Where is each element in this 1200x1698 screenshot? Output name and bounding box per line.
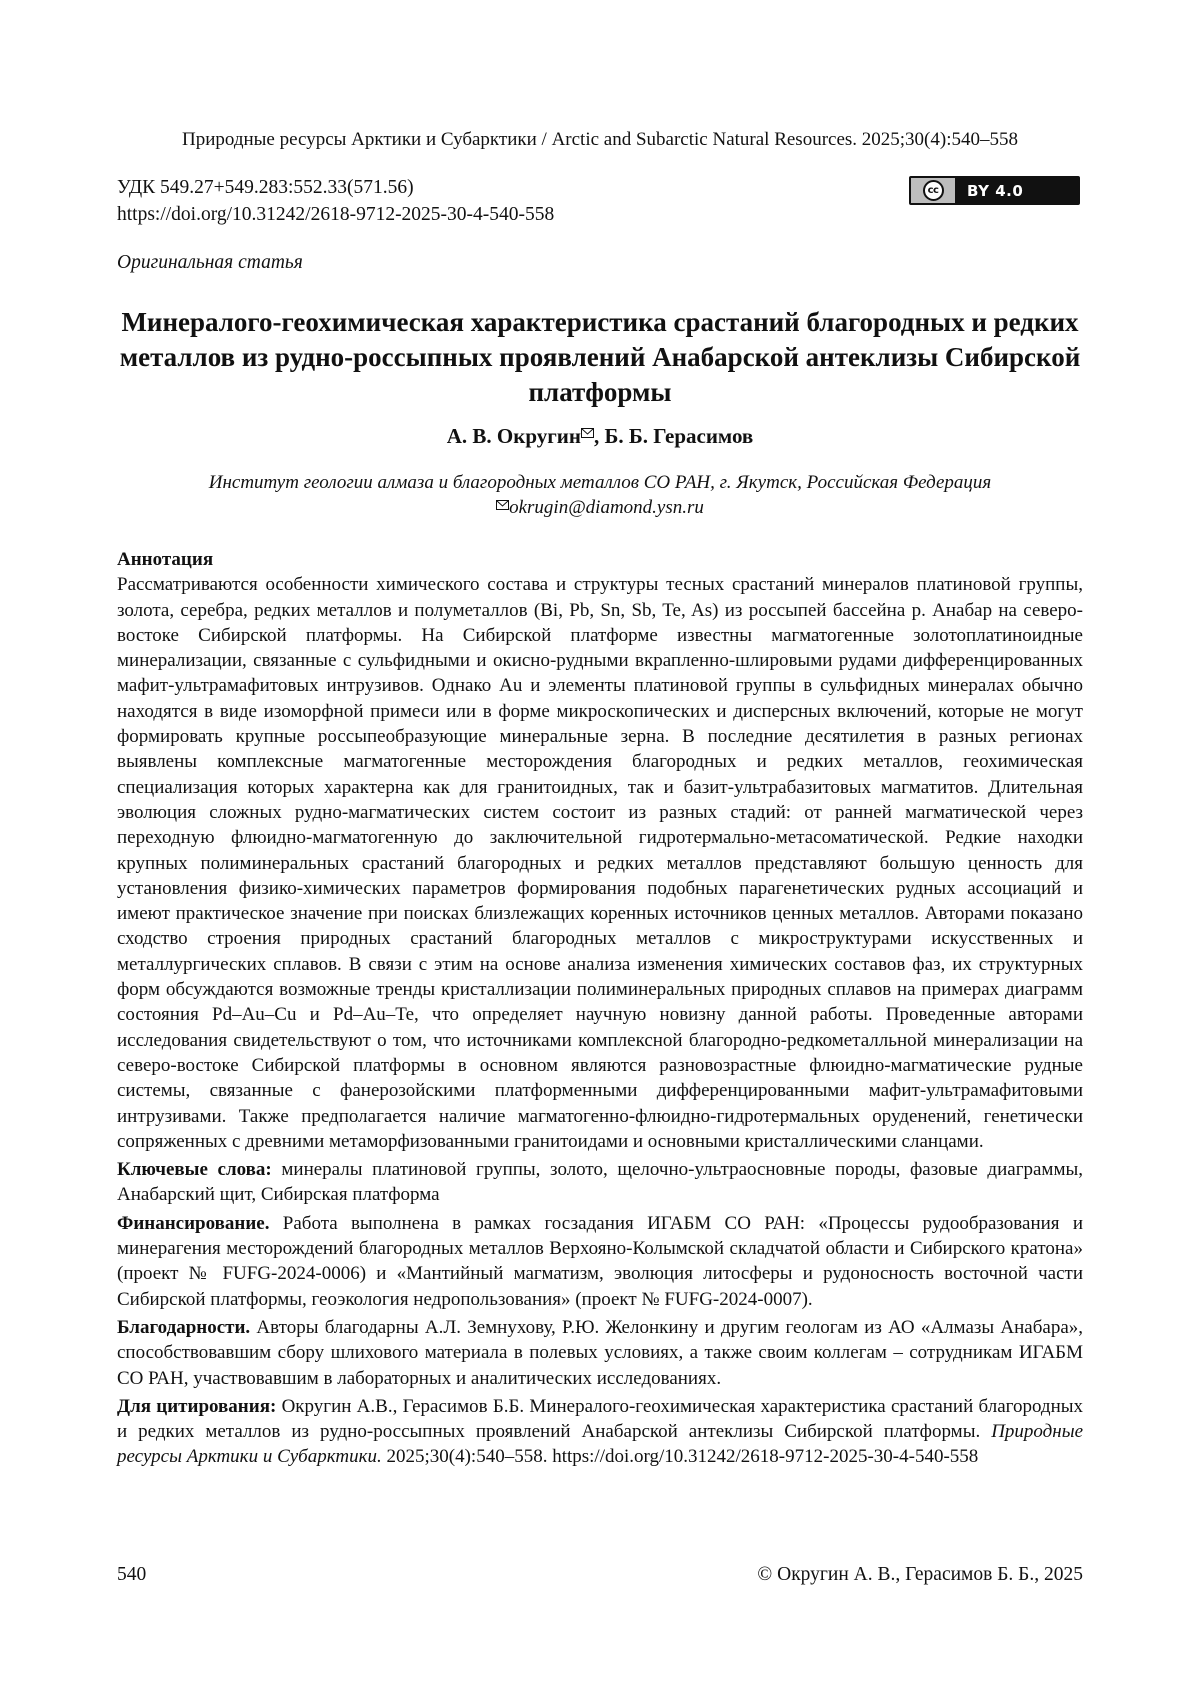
- citation-text: Округин А.В., Герасимов Б.Б. Минералого-геохимическая характеристика срастаний благородных и редких металлов из рудно-россыпных проявлений Анабарской антеклизы Сибирской платформы.: [117, 1395, 1084, 1443]
- affiliation-block: [0, 470, 1200, 520]
- cc-license-badge[interactable]: [909, 176, 1080, 205]
- creative-commons-icon: cc: [923, 180, 944, 201]
- doi-link[interactable]: https://doi.org/10.31242/2618-9712-2025-30-4-540-558: [117, 204, 555, 225]
- citation-paragraph: [117, 1394, 1083, 1470]
- funding-text: Работа выполнена в рамках госзадания ИГАБМ СО РАН: «Процессы рудообразования и минерагения месторождений благородных металлов Верхояно-Колымской складчатой области и Сибирского кратона» (проект № FUFG-2024-0006) и «Мантийный магматизм, эволюция литосферы и рудоносность восточной части Сибирской платформы, геоэкология недропользования» (проект № FUFG-2024-0007).: [117, 1212, 1083, 1310]
- funding-paragraph: [117, 1211, 1083, 1312]
- article-front-matter: [117, 547, 1083, 1470]
- page-number: 540: [117, 1564, 147, 1585]
- citation-doi: 2025;30(4):540–558. https://doi.org/10.31242/2618-9712-2025-30-4-540-558: [386, 1446, 979, 1468]
- cc-logo-box: [911, 178, 957, 203]
- affiliation: Институт геологии алмаза и благородных металлов СО РАН, г. Якутск, Российская Федерация: [208, 472, 992, 493]
- funding-label: Финансирование.: [117, 1212, 270, 1234]
- author-gerasimov: , Б. Б. Герасимов: [593, 424, 754, 448]
- authors-line: [0, 424, 1200, 449]
- license-label: BY 4.0: [967, 181, 1024, 200]
- citation-journal: Природные ресурсы Арктики и Субарктики.: [117, 1421, 1083, 1468]
- citation-label: Для цитирования:: [117, 1395, 277, 1417]
- acknowledgments-label: Благодарности.: [117, 1316, 251, 1338]
- acknowledgments-text: Авторы благодарны А.Л. Земнухову, Р.Ю. Желонкину и другим геологам из АО «Алмазы Анабара», способствовавшим сбору шлихового материала в полевых условиях, а также своим коллегам – сотрудникам ИГАБМ СО РАН, участвовавшим в лабораторных и аналитических исследованиях.: [117, 1316, 1083, 1389]
- article-type: Оригинальная статья: [117, 252, 303, 273]
- abstract-heading: Аннотация: [117, 549, 214, 570]
- acknowledgments-paragraph: [117, 1315, 1083, 1391]
- email-line: [0, 495, 1200, 520]
- journal-header: Природные ресурсы Арктики и Субарктики / Arctic and Subarctic Natural Resources. 2025;30(4):540–558: [181, 129, 1018, 150]
- article-title: Минералого-геохимическая характеристика срастаний благородных и редких металлов из рудно-россыпных проявлений Анабарской антеклизы Сибирской платформы: [119, 307, 1081, 407]
- udc-code: УДК 549.27+549.283:552.33(571.56): [117, 177, 414, 198]
- author-okrugin: А. В. Округин: [446, 424, 581, 448]
- author-email[interactable]: okrugin@diamond.ysn.ru: [509, 497, 704, 518]
- envelope-icon: [496, 500, 509, 510]
- copyright: © Округин А. В., Герасимов Б. Б., 2025: [757, 1564, 1083, 1585]
- keywords-label: Ключевые слова:: [117, 1159, 272, 1181]
- envelope-icon: [581, 428, 594, 438]
- keywords-paragraph: [117, 1157, 1083, 1208]
- keywords-text: минералы платиновой группы, золото, щелочно-ультраосновные породы, фазовые диаграммы, Анабарский щит, Сибирская платформа: [117, 1159, 1083, 1206]
- udc-doi-block: [117, 174, 554, 228]
- abstract-text: Рассматриваются особенности химического состава и структуры тесных срастаний минералов платиновой группы, золота, серебра, редких металлов и полуметаллов (Bi, Pb, Sn, Sb, Te, As) из россыпей бассейна р. Анабар на северо-востоке Сибирской платформы. На Сибирской платформе известны магматогенные золотоплатиноидные минерализации, связанные с сульфидными и окисно-рудными вкрапленно-шлировыми рудами дифференцированных мафит-ультрамафитовых интрузивов. Однако Au и элементы платиновой группы в сульфидных минералах обычно находятся в виде изоморфной примеси или в форме микроскопических и дисперсных включений, которые не могут формировать крупные россыпеобразующие минеральные зерна. В последние десятилетия в разных регионах выявлены комплексные магматогенные месторождения благородных и редких металлов, геохимическая специализация которых характерна как для гранитоидных, так и базит-ультрабазитовых магматитов. Длительная эволюция сложных рудно-магматических систем состоит из разных стадий: от ранней магматической через переходную флюидно-магматогенную до заключительной гидротермально-метасоматической. Редкие находки крупных полиминеральных срастаний благородных и редких металлов представляют большую ценность для установления физико-химических параметров формирования подобных парагенетических рудных ассоциаций и имеют практическое значение при поисках близлежащих коренных источников ценных металлов. Авторами показано сходство строения природных срастаний благородных металлов с микроструктурами искусственных и металлургических сплавов. В связи с этим на основе анализа изменения химических составов фаз, их структурных форм обсуждаются возможные тренды кристаллизации полиминеральных природных сплавов на примерах диаграмм состояния Pd–Au–Cu и Pd–Au–Te, что определяет научную новизну данной работы. Проведенные авторами исследования свидетельствуют о том, что источниками комплексной благородно-редкометалльной минерализации на северо-востоке Сибирской платформы в основном являются разновозрастные флюидно-магматические рудные системы, связанные с фанерозойскими платформенными дифференцированными мафит-ультрамафитовыми интрузивами. Также предполагается наличие магматогенно-флюидно-гидротермальных оруденений, генетически сопряженных с древними метаморфизованными гранитоидами и основными кристаллическими сланцами.: [117, 574, 1083, 1152]
